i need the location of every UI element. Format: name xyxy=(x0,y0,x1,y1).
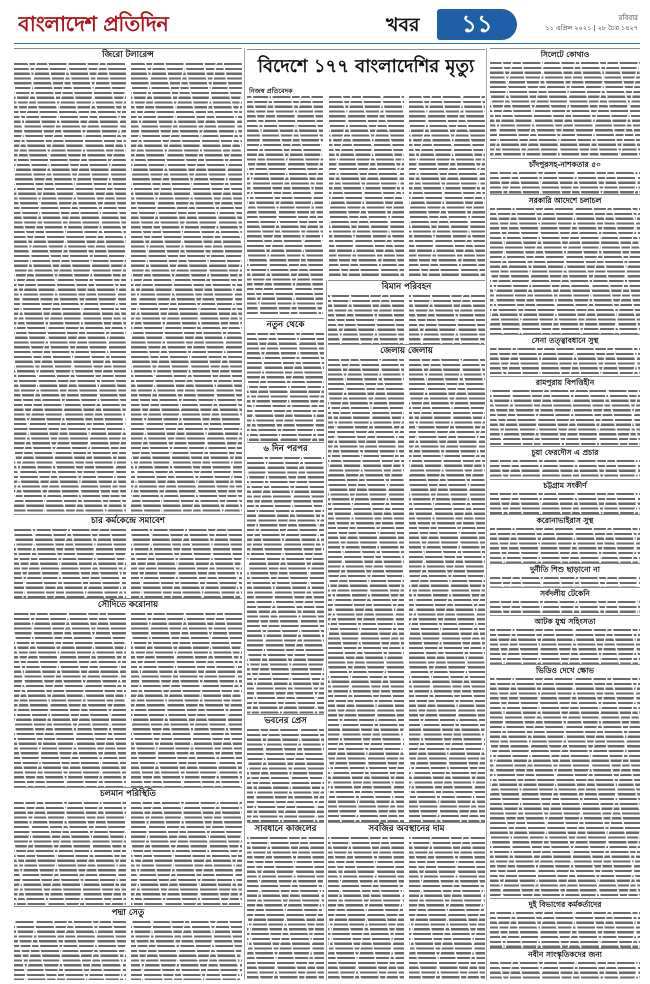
story-body xyxy=(490,62,640,158)
story-body xyxy=(328,359,404,822)
story xyxy=(490,898,640,948)
story xyxy=(328,822,485,980)
story-headline: চার কর্মকেন্দ্রে সমাবেশ xyxy=(14,514,242,527)
story-headline: আটক যুগ্ম সহিংসতা xyxy=(490,615,640,627)
column-rule xyxy=(244,48,245,980)
story-body xyxy=(490,528,640,563)
story xyxy=(490,48,640,158)
story-body xyxy=(131,529,243,598)
story-body xyxy=(490,912,640,948)
story-headline: পদ্মা সেতু xyxy=(14,906,242,919)
column-rule xyxy=(326,280,327,980)
story xyxy=(14,514,242,598)
story-body xyxy=(490,172,640,194)
story xyxy=(490,587,640,615)
story xyxy=(490,446,640,479)
story-body xyxy=(490,493,640,514)
story-body xyxy=(131,63,243,514)
story xyxy=(247,318,324,442)
story-headline: জেলায় জেলায় xyxy=(328,344,485,357)
issue-day: রবিবার xyxy=(618,14,638,22)
story xyxy=(247,714,324,822)
story-headline: ভিডিও দেখে ক্ষোভ xyxy=(490,664,640,676)
lead-story-body xyxy=(247,96,323,316)
story-body xyxy=(490,577,640,587)
lead-story-body xyxy=(409,96,485,278)
story-body xyxy=(490,390,640,446)
story xyxy=(490,563,640,587)
story-body xyxy=(14,63,126,514)
story-body xyxy=(490,962,640,980)
story-headline: সর্বদলীয় টেকেনি xyxy=(490,587,640,599)
lead-headline: বিদেশে ১৭৭ বাংলাদেশির মৃত্যু xyxy=(247,49,485,84)
story-body xyxy=(490,208,640,334)
story-body xyxy=(247,729,324,822)
story-body xyxy=(409,295,485,344)
story xyxy=(490,479,640,514)
story-body xyxy=(328,837,404,980)
story xyxy=(247,442,324,714)
story-headline: সাবধানে কাজলের xyxy=(247,822,324,835)
story-headline: নবীন সাংস্কৃতিকদের জন্য xyxy=(490,948,640,960)
story-headline: দুই বিভাগের কর্মকর্তাদের xyxy=(490,898,640,910)
story xyxy=(490,376,640,446)
story-headline: জিরো টলারেন্স xyxy=(14,48,242,61)
story-body xyxy=(14,613,126,787)
story-headline: ৬ দিন পরপর xyxy=(247,442,324,455)
story xyxy=(14,48,242,514)
column-rule xyxy=(486,48,487,980)
story xyxy=(490,948,640,980)
story xyxy=(490,615,640,664)
story-headline: চুয়া ফেরদৌস এ প্রচার xyxy=(490,446,640,458)
story-body xyxy=(131,921,243,980)
story-body xyxy=(14,802,126,906)
story xyxy=(490,158,640,194)
story xyxy=(490,334,640,376)
issue-date: ১১ এপ্রিল ২০২১ | ২৮ চৈত্র ১৪২৭ xyxy=(545,24,638,32)
story-headline: করোনাভাইরাস সুস্থ xyxy=(490,514,640,526)
story-headline: সিলেটে কোথাও xyxy=(490,48,640,60)
story xyxy=(14,787,242,906)
story-body xyxy=(490,629,640,664)
story-headline: দুর্নীতি শিশু ছাড়ানো না xyxy=(490,563,640,575)
story-headline: সেনা তত্ত্বাবধানে সুস্থ xyxy=(490,334,640,346)
section-label: খবর xyxy=(386,14,420,36)
masthead-logo: বাংলাদেশ প্রতিদিন xyxy=(18,12,169,36)
story-body xyxy=(490,348,640,376)
story-headline: বিমান পরিবহন xyxy=(328,280,485,293)
story-body xyxy=(131,802,243,906)
story-body xyxy=(490,601,640,615)
story-headline: সবজির অবস্থানের দাম xyxy=(328,822,485,835)
story-headline: সরকারি আদেশে চলাচল xyxy=(490,194,640,206)
story-body xyxy=(247,333,324,442)
story xyxy=(490,194,640,334)
story xyxy=(328,344,485,822)
story xyxy=(14,906,242,980)
story-body xyxy=(14,921,126,980)
story-headline: চাঁদপুরসহ-নাশকতার ৫০ xyxy=(490,158,640,170)
story-body xyxy=(490,460,640,479)
story-body xyxy=(490,678,640,898)
story-headline: চট্টগ্রাম সংকীর্ণ xyxy=(490,479,640,491)
masthead-rule xyxy=(14,43,640,44)
story-headline: চলমান পরিস্থিতি xyxy=(14,787,242,800)
story-body xyxy=(131,613,243,787)
story-headline: সৌদিতে করোনায় xyxy=(14,598,242,611)
story xyxy=(328,280,485,344)
story-body xyxy=(409,359,485,822)
page-number-badge: ১১ xyxy=(437,9,517,40)
story-body xyxy=(328,295,404,344)
story-headline: রামপুরায় বিপত্তিহীন xyxy=(490,376,640,388)
story-body xyxy=(247,837,324,980)
story-body xyxy=(409,837,485,980)
story xyxy=(490,514,640,563)
lead-byline: নিজস্ব প্রতিবেদক xyxy=(249,87,293,95)
story-headline: ভবনের প্রেস xyxy=(247,714,324,727)
story-body xyxy=(14,529,126,598)
story xyxy=(247,822,324,980)
story-body xyxy=(247,457,324,714)
story xyxy=(14,598,242,787)
story xyxy=(490,664,640,898)
story-headline: নতুন থেকে xyxy=(247,318,324,331)
lead-story-body xyxy=(329,96,404,278)
